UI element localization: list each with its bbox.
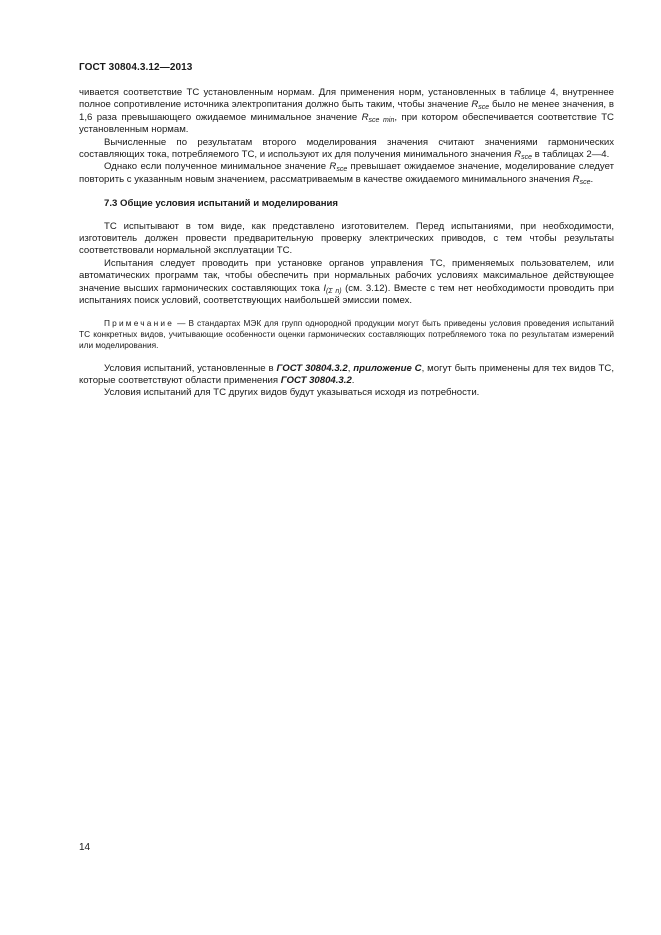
- document-header: ГОСТ 30804.3.12—2013: [79, 62, 193, 73]
- page-number: 14: [79, 842, 91, 853]
- section-title: 7.3 Общие условия испытаний и моделирования: [104, 198, 339, 210]
- r-sce-symbol: $R_{sce}$: [572, 173, 591, 186]
- paragraph-1: чивается соответствие ТС установленным нормам. Для применения норм, установленных в таблице 4, внутреннее полное сопротивление источника электропитания должно быть таким, чтобы значение $R_{sce}$ было не менее значения, в 1,6 раза превышающего ожидаемое минимальное значение $R_{sce min}$, при котором обеспечивается соответствие ТС установленным нормам.: [79, 87, 614, 136]
- annex-reference: приложение С: [353, 362, 422, 374]
- paragraph-7: Условия испытаний для ТС других видов будут указываться исходя из потребности.: [104, 387, 480, 399]
- r-sce-min-symbol: $R_{sce min}$: [361, 111, 395, 124]
- paragraph-6: Условия испытаний, установленные в ГОСТ 30804.3.2, приложение С, могут быть применены для тех видов ТС, которые соответствуют области применения ГОСТ 30804.3.2.: [79, 362, 615, 386]
- r-sce-symbol: $R_{sce}$: [329, 161, 348, 174]
- note-label: Примечание: [104, 317, 175, 328]
- paragraph-3: Однако если полученное минимальное значение $R_{sce}$ превышает ожидаемое значение, моделирование следует повторить с указанным новым значением, рассматриваемым в качестве ожидаемого минимального значения $R_{sce}$.: [79, 161, 614, 186]
- note-text: — В стандартах МЭК для групп однородной продукции могут быть приведены условия проведения испытаний ТС конкретных видов, учитывающие особенности оценки гармонических составляющих потребляемого тока по результатам измерений или моделирования.: [79, 317, 614, 350]
- paragraph-4: ТС испытывают в том виде, как представлено изготовителем. Перед испытаниями, при необходимости, изготовитель должен провести предварительную проверку электрических приводов, с тем чтобы результаты соответствовали нормальной эксплуатации ТС.: [79, 220, 614, 257]
- r-sce-symbol: $R_{sce}$: [471, 99, 490, 112]
- standard-reference: ГОСТ 30804.3.2: [280, 374, 352, 386]
- standard-reference: ГОСТ 30804.3.2: [276, 362, 348, 374]
- paragraph-2: Вычисленные по результатам второго моделирования значения считают значениями гармонических составляющих тока, потребляемого ТС, и используют их для получения минимального значения $R_{sce}$ в таблицах 2—4.: [79, 136, 614, 162]
- note: [79, 318, 614, 351]
- i-sum-n-symbol: $I_{(\Sigma n)}$: [323, 282, 342, 295]
- paragraph-5: Испытания следует проводить при установке органов управления ТС, применяемых пользователем, или автоматических программ так, чтобы обеспечить при нормальных рабочих условиях максимальное действующее значение высших гармонических составляющих тока $I_{(\Sigma n)}$ (см. 3.12). Вместе с тем нет необходимости проводить при испытаниях поиск условий, соответствующих наибольшей эмиссии помех.: [79, 257, 614, 307]
- r-sce-symbol: $R_{sce}$: [514, 149, 532, 162]
- document-body: [79, 87, 614, 400]
